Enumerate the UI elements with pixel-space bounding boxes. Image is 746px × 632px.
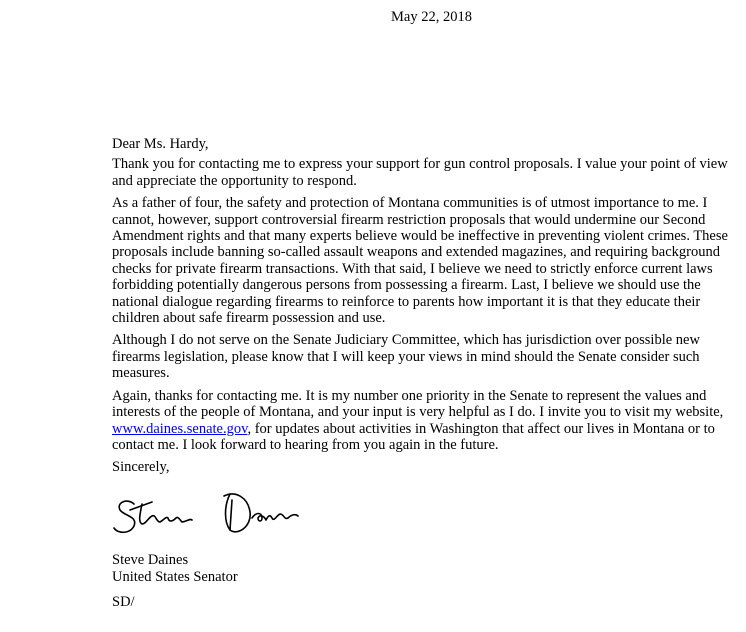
signoff: Sincerely, (112, 459, 170, 476)
letter-date: May 22, 2018 (391, 9, 472, 25)
signer-title: United States Senator (112, 568, 238, 585)
letter-body (112, 136, 742, 482)
paragraph-2: As a father of four, the safety and protection of Montana communities is of utmost importance to me. I cannot, however, support controversial firearm restriction proposals that would undermine our Second Amendment rights and that many experts believe would be ineffective in preventing violent crimes. These proposals include banning so-called assault weapons and extended magazines, and requiring background checks for private firearm transactions. With that said, I believe we need to strictly enforce current laws forbidding potentially dangerous persons from possessing a firearm. Last, I believe we should use the national dialogue regarding firearms to reinforce to parents how important it is that they educate their children about safe firearm possession and use. (112, 195, 728, 327)
signer-name: Steve Daines (112, 552, 189, 568)
website-link[interactable]: www.daines.senate.gov (112, 420, 248, 437)
paragraph-3: Although I do not serve on the Senate Judiciary Committee, which has jurisdiction over possible new firearms legislation, please know that I will keep your views in mind should the Senate consider such measures. (112, 332, 700, 382)
paragraph-4 (112, 388, 742, 454)
signature-image (112, 482, 312, 544)
signer-block (112, 552, 238, 585)
initials: SD/ (112, 594, 135, 610)
paragraph-4-start: Again, thanks for contacting me. It is my number one priority in the Senate to represent the values and interests of the people of Montana, and your input is very helpful as I do. I invite you to visit my website, (112, 387, 724, 421)
paragraph-4-end: , for updates about activities in Washington that affect our lives in Montana or to contact me. I look forward to hearing from you again in the future. (112, 420, 715, 453)
salutation: Dear Ms. Hardy, (112, 136, 209, 152)
paragraph-1: Thank you for contacting me to express your support for gun control proposals. I value your point of view and appreciate the opportunity to respond. (112, 156, 728, 189)
